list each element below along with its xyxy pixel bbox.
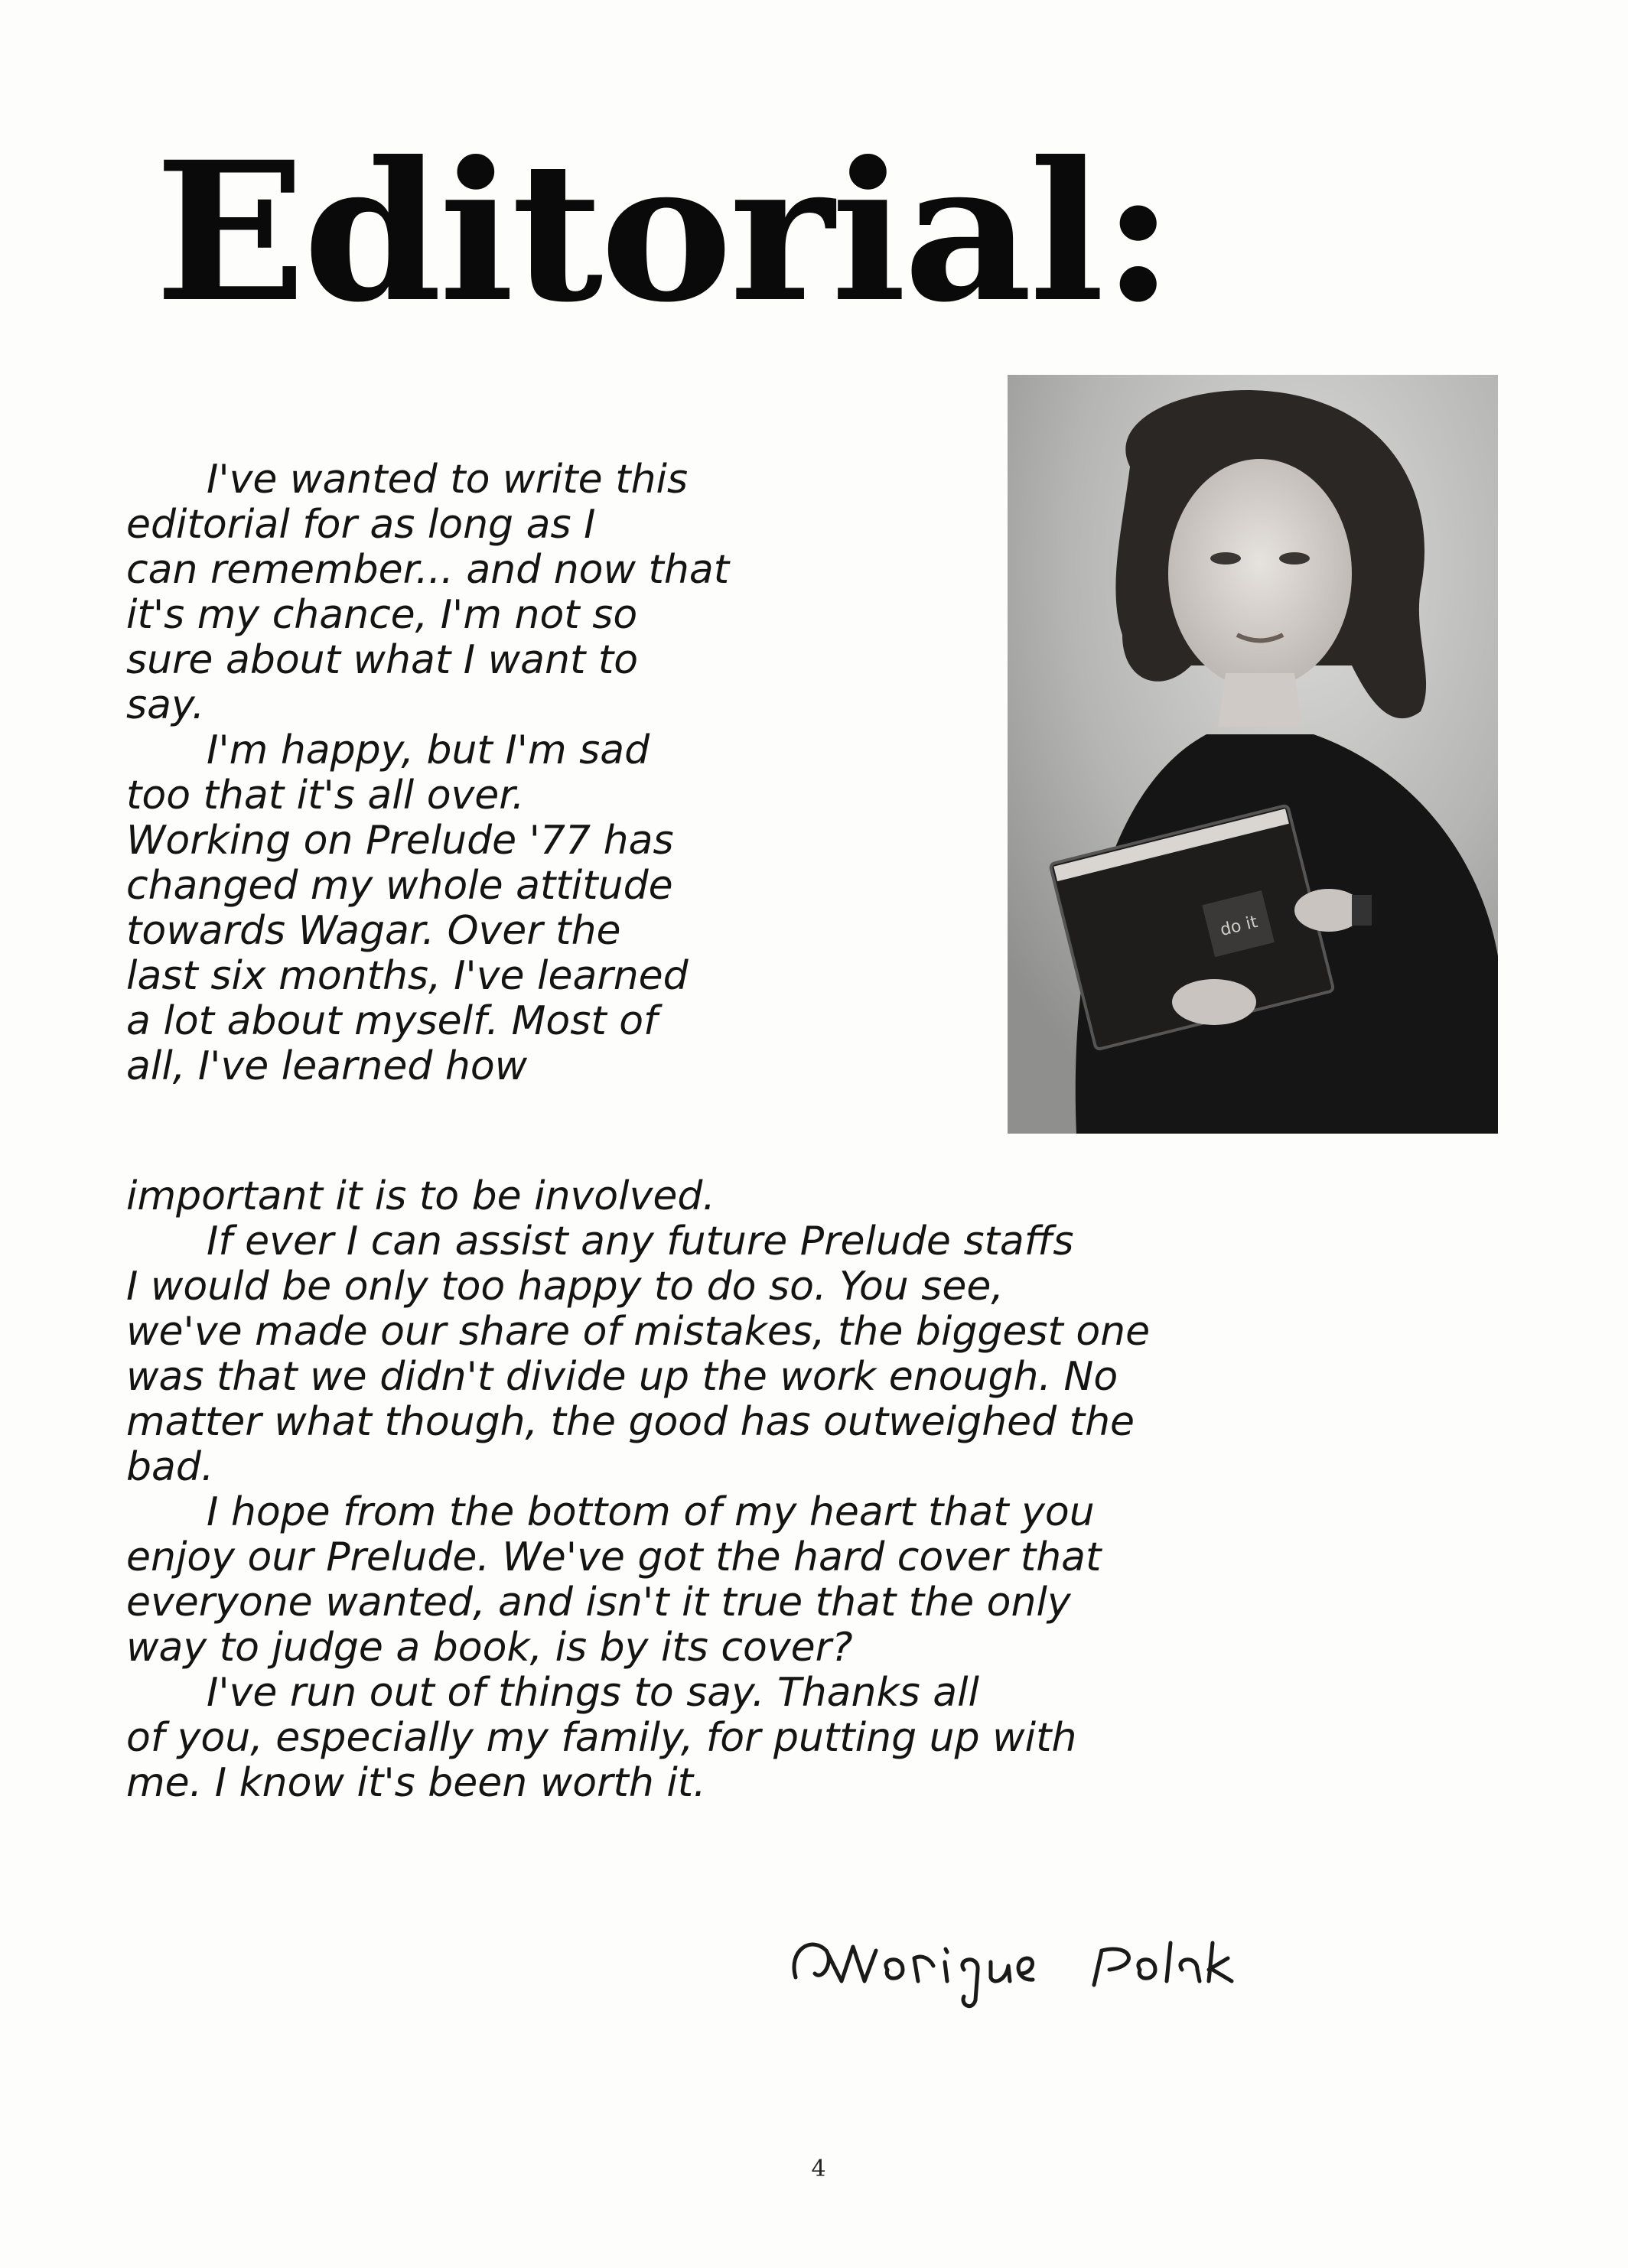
- editorial-text-column: [126, 457, 983, 1089]
- text-line: towards Wagar. Over the: [126, 908, 621, 954]
- text-line: Working on Prelude '77 has: [126, 818, 674, 864]
- text-line: everyone wanted, and isn't it true that the only: [126, 1580, 1071, 1625]
- text-line: I've wanted to write this: [207, 457, 689, 503]
- portrait-illustration: [1008, 375, 1498, 1134]
- book-label: do it: [1218, 912, 1260, 941]
- text-line: enjoy our Prelude. We've got the hard cover that: [126, 1534, 1102, 1580]
- text-line: it's my chance, I'm not so: [126, 592, 638, 638]
- paragraph: [126, 457, 983, 728]
- text-line: important it is to be involved.: [126, 1173, 715, 1219]
- editorial-text-wide: [126, 1174, 1526, 1806]
- text-line: changed my whole attitude: [126, 863, 673, 909]
- paragraph: [126, 1490, 1526, 1671]
- text-line: of you, especially my family, for putting up with: [126, 1715, 1077, 1761]
- page-title: Editorial:: [155, 119, 1172, 344]
- text-line: sure about what I want to: [126, 637, 639, 683]
- text-line: I'm happy, but I'm sad: [207, 727, 650, 773]
- text-line: we've made our share of mistakes, the biggest one: [126, 1309, 1151, 1355]
- paragraph: [126, 1671, 1526, 1806]
- text-line: all, I've learned how: [126, 1043, 528, 1089]
- text-line: bad.: [126, 1444, 214, 1490]
- text-line: too that it's all over.: [126, 773, 525, 818]
- page-number: 4: [811, 2156, 826, 2182]
- paragraph: [126, 728, 983, 1089]
- text-line: say.: [126, 682, 205, 728]
- text-line: way to judge a book, is by its cover?: [126, 1625, 853, 1671]
- text-line: editorial for as long as I: [126, 502, 596, 548]
- text-line: was that we didn't divide up the work enough. No: [126, 1354, 1118, 1400]
- portrait-photo: [1008, 375, 1498, 1134]
- text-line: a lot about myself. Most of: [126, 998, 658, 1044]
- text-line: If ever I can assist any future Prelude staffs: [207, 1219, 1074, 1264]
- text-line: I hope from the bottom of my heart that you: [207, 1489, 1095, 1535]
- paragraph: [126, 1174, 1526, 1219]
- signature: [780, 1905, 1278, 2012]
- signature-graphic: [780, 1905, 1278, 2012]
- text-line: I would be only too happy to do so. You see,: [126, 1264, 1004, 1310]
- text-line: last six months, I've learned: [126, 953, 689, 999]
- paragraph: [126, 1219, 1526, 1490]
- text-line: I've run out of things to say. Thanks all: [207, 1670, 979, 1716]
- text-line: matter what though, the good has outweighed the: [126, 1399, 1135, 1445]
- text-line: me. I know it's been worth it.: [126, 1760, 706, 1806]
- text-line: can remember... and now that: [126, 547, 730, 593]
